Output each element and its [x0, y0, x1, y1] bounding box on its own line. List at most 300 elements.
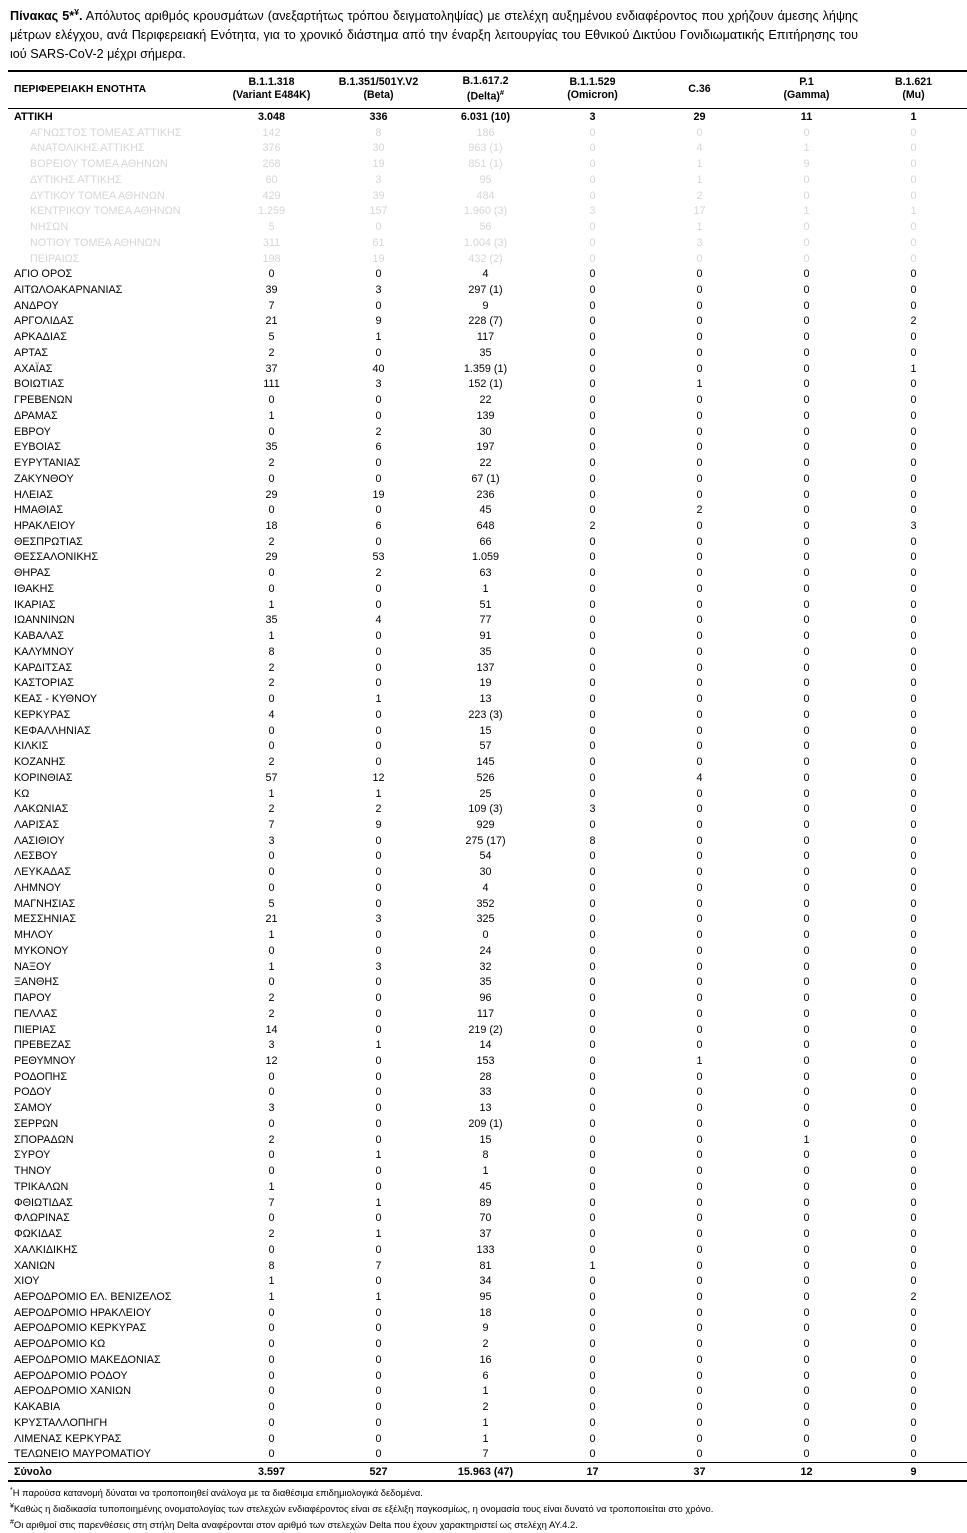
cell-mu: 0 — [910, 1448, 917, 1461]
row-region-label: ΕΥΡΥΤΑΝΙΑΣ — [14, 457, 81, 470]
row-region-label: ΚΑΡΔΙΤΣΑΣ — [14, 661, 73, 674]
row-region-label: ΑΓΝΩΣΤΟΣ ΤΟΜΕΑΣ ΑΤΤΙΚΗΣ — [30, 126, 182, 139]
cell-omicron: 0 — [589, 992, 596, 1005]
row-region-label: ΝΟΤΙΟΥ ΤΟΜΕΑ ΑΘΗΝΩΝ — [30, 236, 161, 249]
cell-gamma: 0 — [803, 1369, 810, 1382]
cell-omicron: 0 — [589, 724, 596, 737]
cell-gamma: 0 — [803, 315, 810, 328]
cell-mu: 0 — [910, 142, 917, 155]
cell-delta: 89 — [479, 1196, 492, 1209]
cell-gamma: 0 — [803, 1275, 810, 1288]
cell-beta: 30 — [372, 142, 385, 155]
cell-c36: 0 — [696, 1023, 703, 1036]
caption-lead: Πίνακας 5* — [10, 9, 75, 24]
row-region-label: ΖΑΚΥΝΘΟΥ — [14, 472, 74, 485]
cell-mu: 1 — [910, 110, 917, 123]
cell-mu: 0 — [910, 126, 917, 139]
footnote-marker: # — [10, 1519, 14, 1527]
table-row — [8, 613, 967, 629]
cell-omicron: 0 — [589, 236, 596, 249]
cell-beta: 0 — [375, 1070, 382, 1083]
cell-gamma: 0 — [803, 1401, 810, 1414]
cell-beta: 3 — [375, 284, 382, 296]
cell-omicron: 0 — [589, 394, 596, 407]
cell-delta: 54 — [479, 850, 492, 863]
cell-mu: 0 — [910, 158, 917, 171]
cell-b11318: 0 — [268, 1306, 275, 1319]
cell-beta: 0 — [375, 677, 382, 690]
cell-delta: 186 — [476, 126, 495, 139]
cell-b11318: 2 — [268, 457, 275, 470]
table-row — [8, 1101, 967, 1117]
cell-b11318: 2 — [268, 346, 275, 359]
cell-delta: 56 — [479, 221, 492, 234]
cell-beta: 4 — [375, 614, 382, 627]
cell-mu: 0 — [910, 771, 917, 784]
cell-c36: 0 — [696, 1086, 703, 1099]
cell-omicron: 0 — [589, 850, 596, 863]
table-row — [8, 691, 967, 707]
row-region-label: ΑΕΡΟΔΡΟΜΙΟ ΚΩ — [14, 1338, 106, 1351]
cell-gamma: 0 — [803, 504, 810, 517]
table-row — [8, 156, 967, 172]
cell-gamma: 0 — [803, 598, 810, 611]
column-header-omicron — [539, 71, 646, 109]
cell-beta: 6 — [375, 520, 382, 533]
cell-c36: 0 — [696, 488, 703, 501]
cell-mu: 0 — [910, 1228, 917, 1241]
cell-b11318: 2 — [268, 803, 275, 816]
cell-b11318: 35 — [265, 614, 278, 627]
cell-delta: 15 — [479, 724, 492, 737]
cell-b11318: 1 — [268, 929, 275, 942]
column-header-c36-line1: C.36 — [688, 82, 711, 95]
cell-omicron: 0 — [589, 1401, 596, 1414]
cell-beta: 39 — [372, 189, 385, 202]
cell-b11318: 0 — [268, 693, 275, 706]
cell-gamma: 0 — [803, 929, 810, 942]
cell-omicron: 0 — [589, 645, 596, 658]
table-row — [8, 1163, 967, 1179]
cell-gamma: 0 — [803, 834, 810, 847]
cell-b11318: 3 — [268, 1039, 275, 1052]
cell-gamma: 0 — [803, 284, 810, 296]
table-row — [8, 896, 967, 912]
cell-mu: 0 — [910, 1322, 917, 1335]
cell-beta: 157 — [369, 205, 388, 218]
cell-mu: 0 — [910, 1369, 917, 1382]
cell-c36: 29 — [693, 110, 706, 123]
cell-gamma: 0 — [803, 457, 810, 470]
cell-gamma: 0 — [803, 724, 810, 737]
cell-beta: 1 — [375, 1228, 382, 1241]
cell-c36: 0 — [696, 126, 703, 139]
cell-beta: 1 — [375, 1291, 382, 1303]
row-region-label: ΚΑΣΤΟΡΙΑΣ — [14, 677, 74, 690]
cell-c36: 2 — [696, 504, 703, 517]
cell-gamma: 0 — [803, 976, 810, 989]
row-region-label: ΑΤΤΙΚΗ — [14, 110, 53, 123]
cell-b11318: 1 — [268, 787, 275, 800]
cell-c36: 0 — [696, 1275, 703, 1288]
cell-beta: 0 — [375, 1086, 382, 1099]
table-row — [8, 1384, 967, 1400]
cell-gamma: 0 — [803, 1243, 810, 1256]
cell-mu: 0 — [910, 881, 917, 894]
table-row — [8, 330, 967, 346]
cell-beta: 1 — [375, 1039, 382, 1052]
row-region-label: ΜΥΚΟΝΟΥ — [14, 944, 69, 957]
cell-omicron: 0 — [589, 976, 596, 989]
cell-delta: 32 — [479, 960, 492, 973]
table-row — [8, 219, 967, 235]
table-header — [8, 71, 967, 109]
cell-omicron: 0 — [589, 693, 596, 706]
cell-b11318: 2 — [268, 677, 275, 690]
row-region-label: ΝΗΣΩΝ — [30, 221, 69, 234]
cell-delta: 1 — [482, 582, 489, 595]
cell-delta: 4 — [482, 881, 489, 894]
cell-mu: 0 — [910, 189, 917, 202]
cell-beta: 6 — [375, 441, 382, 454]
cell-delta: 35 — [479, 976, 492, 989]
row-region-label: ΔΡΑΜΑΣ — [14, 409, 58, 422]
cell-gamma: 0 — [803, 1228, 810, 1241]
cell-mu: 0 — [910, 268, 917, 281]
cell-delta: 45 — [479, 504, 492, 517]
cell-delta: 13 — [479, 693, 492, 706]
row-region-label: ΤΡΙΚΑΛΩΝ — [14, 1180, 69, 1193]
cell-delta: 96 — [479, 992, 492, 1005]
cell-gamma: 0 — [803, 1416, 810, 1429]
row-region-label: ΠΡΕΒΕΖΑΣ — [14, 1039, 72, 1052]
cell-c36: 0 — [696, 551, 703, 564]
row-region-label: ΜΗΛΟΥ — [14, 929, 54, 942]
cell-mu: 0 — [910, 425, 917, 438]
table-row — [8, 298, 967, 314]
cell-beta: 0 — [375, 756, 382, 769]
cell-mu: 0 — [910, 1212, 917, 1225]
cell-gamma: 0 — [803, 582, 810, 595]
cell-mu: 0 — [910, 1385, 917, 1398]
cell-mu: 0 — [910, 1259, 917, 1272]
cell-beta: 0 — [375, 1212, 382, 1225]
table-row — [8, 864, 967, 880]
cell-delta: 91 — [479, 630, 492, 643]
cell-b11318: 0 — [268, 1117, 275, 1130]
cell-beta: 0 — [375, 1369, 382, 1382]
table-row — [8, 141, 967, 157]
cell-c36: 1 — [696, 173, 703, 186]
cell-mu: 0 — [910, 1165, 917, 1178]
cell-gamma: 0 — [803, 221, 810, 234]
row-region-label: ΛΑΣΙΘΙΟΥ — [14, 834, 65, 847]
cell-omicron: 0 — [589, 582, 596, 595]
cell-omicron: 0 — [589, 1338, 596, 1351]
cell-beta: 0 — [375, 929, 382, 942]
cell-gamma: 0 — [803, 1102, 810, 1115]
cell-omicron: 0 — [589, 1353, 596, 1366]
cell-beta: 0 — [375, 708, 382, 721]
cell-c36: 0 — [696, 1070, 703, 1083]
table-row — [8, 1305, 967, 1321]
cell-gamma: 0 — [803, 1385, 810, 1398]
cell-beta: 0 — [375, 1117, 382, 1130]
cell-delta: 228 (7) — [468, 315, 503, 328]
table-row — [8, 597, 967, 613]
cell-omicron: 0 — [589, 1180, 596, 1193]
cell-mu: 0 — [910, 661, 917, 674]
cell-beta: 40 — [372, 362, 385, 375]
cell-beta: 0 — [375, 582, 382, 595]
row-region-label: ΔΥΤΙΚΟΥ ΤΟΜΕΑ ΑΘΗΝΩΝ — [30, 189, 165, 202]
row-region-label: ΚΩ — [14, 787, 30, 800]
table-row — [8, 1148, 967, 1164]
cell-gamma: 1 — [803, 142, 810, 155]
table-row — [8, 644, 967, 660]
cell-beta: 0 — [375, 1054, 382, 1067]
cell-omicron: 0 — [589, 142, 596, 155]
cell-b11318: 1 — [268, 1291, 275, 1303]
cell-c36: 0 — [696, 1448, 703, 1461]
table-row — [8, 534, 967, 550]
cell-beta: 53 — [372, 551, 385, 564]
cell-omicron: 0 — [589, 1133, 596, 1146]
row-region-label: ΘΕΣΣΑΛΟΝΙΚΗΣ — [14, 551, 99, 564]
cell-omicron: 0 — [589, 362, 596, 375]
cell-gamma: 0 — [803, 693, 810, 706]
cell-c36: 4 — [696, 771, 703, 784]
cell-delta: 34 — [479, 1275, 492, 1288]
cell-omicron: 0 — [589, 866, 596, 879]
cell-delta: 45 — [479, 1180, 492, 1193]
cell-omicron: 0 — [589, 158, 596, 171]
cell-gamma: 0 — [803, 1259, 810, 1272]
row-region-label: ΑΡΤΑΣ — [14, 346, 49, 359]
cell-delta: 95 — [479, 1291, 492, 1303]
column-header-mu-line1: B.1.621 — [894, 75, 933, 88]
cell-mu: 0 — [910, 535, 917, 548]
cell-omicron: 0 — [589, 960, 596, 973]
cell-delta: 297 (1) — [468, 284, 503, 296]
cell-delta: 18 — [479, 1306, 492, 1319]
cell-c36: 0 — [696, 472, 703, 485]
cell-delta: 2 — [482, 1401, 489, 1414]
table-row — [8, 377, 967, 393]
cell-beta: 0 — [375, 1133, 382, 1146]
cell-gamma: 0 — [803, 1023, 810, 1036]
row-region-label: ΙΩΑΝΝΙΝΩΝ — [14, 614, 75, 627]
cell-omicron: 0 — [589, 1086, 596, 1099]
row-region-label: ΑΝΔΡΟΥ — [14, 299, 59, 312]
cell-delta: 352 — [476, 897, 495, 910]
cell-mu: 0 — [910, 1416, 917, 1429]
column-header-gamma-line1: P.1 — [799, 75, 814, 88]
cell-omicron: 0 — [589, 1385, 596, 1398]
cell-b11318: 1 — [268, 1275, 275, 1288]
cell-mu: 0 — [910, 645, 917, 658]
cell-c36: 2 — [696, 189, 703, 202]
cell-beta: 0 — [375, 1353, 382, 1366]
cell-beta: 0 — [375, 457, 382, 470]
cell-gamma: 0 — [803, 520, 810, 533]
cell-c36: 0 — [696, 1102, 703, 1115]
cell-mu: 0 — [910, 582, 917, 595]
cell-c36: 0 — [696, 535, 703, 548]
cell-b11318: 7 — [268, 818, 275, 831]
cell-c36: 17 — [693, 205, 706, 218]
cell-mu: 0 — [910, 173, 917, 186]
column-header-beta-line2: (Beta) — [363, 89, 394, 102]
cell-mu: 0 — [910, 1039, 917, 1052]
cell-delta: 51 — [479, 598, 492, 611]
total-delta: 15.963 (47) — [457, 1465, 514, 1478]
cell-omicron: 0 — [589, 252, 596, 265]
cell-b11318: 7 — [268, 1196, 275, 1209]
cell-delta: 77 — [479, 614, 492, 627]
cell-beta: 0 — [375, 1102, 382, 1115]
cell-mu: 0 — [910, 1401, 917, 1414]
table-row — [8, 471, 967, 487]
table-row — [8, 990, 967, 1006]
cell-c36: 0 — [696, 409, 703, 422]
cell-omicron: 0 — [589, 1416, 596, 1429]
cell-omicron: 0 — [589, 189, 596, 202]
row-region-label: ΛΑΚΩΝΙΑΣ — [14, 803, 69, 816]
cell-mu: 0 — [910, 1243, 917, 1256]
cell-b11318: 198 — [262, 252, 281, 265]
total-omicron: 17 — [586, 1465, 599, 1478]
cell-b11318: 1.259 — [257, 205, 286, 218]
table-row — [8, 927, 967, 943]
cell-omicron: 0 — [589, 1306, 596, 1319]
cell-delta: 137 — [476, 661, 495, 674]
cell-beta: 3 — [375, 173, 382, 186]
cell-gamma: 0 — [803, 881, 810, 894]
cell-beta: 0 — [375, 1243, 382, 1256]
cell-delta: 1.359 (1) — [463, 362, 508, 375]
cell-beta: 12 — [372, 771, 385, 784]
cell-mu: 0 — [910, 630, 917, 643]
row-region-label: ΚΟΖΑΝΗΣ — [14, 756, 66, 769]
cell-gamma: 0 — [803, 944, 810, 957]
cell-beta: 0 — [375, 1338, 382, 1351]
table-row — [8, 361, 967, 377]
table-row — [8, 1085, 967, 1101]
row-region-label: ΑΕΡΟΔΡΟΜΙΟ ΚΕΡΚΥΡΑΣ — [14, 1322, 147, 1335]
cell-delta: 63 — [479, 567, 492, 580]
cell-mu: 0 — [910, 1432, 917, 1445]
cell-delta: 81 — [479, 1259, 492, 1272]
cell-delta: 67 (1) — [471, 472, 500, 485]
cell-b11318: 3 — [268, 1102, 275, 1115]
cell-c36: 0 — [696, 1228, 703, 1241]
cell-c36: 0 — [696, 803, 703, 816]
row-region-label: ΠΕΛΛΑΣ — [14, 1007, 58, 1020]
table-row — [8, 676, 967, 692]
cell-delta: 22 — [479, 394, 492, 407]
table-row — [8, 959, 967, 975]
cell-omicron: 3 — [589, 205, 596, 218]
column-header-c36 — [646, 71, 753, 109]
table-row — [8, 1352, 967, 1368]
cell-gamma: 0 — [803, 661, 810, 674]
cell-c36: 0 — [696, 1291, 703, 1303]
row-region-label: ΒΟΡΕΙΟΥ ΤΟΜΕΑ ΑΘΗΝΩΝ — [30, 158, 168, 171]
cell-c36: 0 — [696, 866, 703, 879]
cell-c36: 0 — [696, 346, 703, 359]
cell-omicron: 0 — [589, 630, 596, 643]
cell-omicron: 0 — [589, 1243, 596, 1256]
table-row — [8, 912, 967, 928]
table-row — [8, 1321, 967, 1337]
table-row — [8, 739, 967, 755]
cell-omicron: 0 — [589, 1070, 596, 1083]
cell-beta: 0 — [375, 1322, 382, 1335]
cell-gamma: 0 — [803, 236, 810, 249]
cell-gamma: 0 — [803, 472, 810, 485]
cell-c36: 0 — [696, 1338, 703, 1351]
cell-mu: 0 — [910, 740, 917, 753]
column-header-b11318 — [218, 71, 325, 109]
cell-c36: 4 — [696, 142, 703, 155]
cell-mu: 0 — [910, 284, 917, 296]
table-row — [8, 345, 967, 361]
cell-b11318: 12 — [265, 1054, 278, 1067]
cell-omicron: 0 — [589, 1432, 596, 1445]
cell-c36: 0 — [696, 693, 703, 706]
cell-delta: 152 (1) — [468, 378, 503, 391]
cell-gamma: 0 — [803, 1432, 810, 1445]
cell-omicron: 2 — [589, 520, 596, 533]
row-region-label: ΘΗΡΑΣ — [14, 567, 51, 580]
cell-c36: 0 — [696, 1180, 703, 1193]
cell-beta: 19 — [372, 158, 385, 171]
cell-omicron: 8 — [589, 834, 596, 847]
cell-b11318: 0 — [268, 1086, 275, 1099]
cell-omicron: 0 — [589, 567, 596, 580]
cell-delta: 70 — [479, 1212, 492, 1225]
row-region-label: ΕΒΡΟΥ — [14, 425, 51, 438]
cell-omicron: 0 — [589, 614, 596, 627]
cell-beta: 0 — [375, 1165, 382, 1178]
row-region-label: ΒΟΙΩΤΙΑΣ — [14, 378, 65, 391]
column-header-delta — [432, 71, 539, 109]
cell-beta: 0 — [375, 1007, 382, 1020]
cell-delta: 6 — [482, 1369, 489, 1382]
cell-c36: 0 — [696, 1416, 703, 1429]
cell-beta: 0 — [375, 1385, 382, 1398]
cell-omicron: 0 — [589, 378, 596, 391]
cell-delta: 95 — [479, 173, 492, 186]
caption-text: Απόλυτος αριθμός κρουσμάτων (ανεξαρτήτως τρόπου δειγματοληψίας) με στελέχη αυξημένου ενδιαφέροντος που χρήζουν άμεσης λήψης μέτρων ελέγχου, ανά Περιφερειακή Ενότητα, για το χρονικό διάστημα από την έναρξη λειτουργίας του Εθνικού Δικτύου Γονιδιωματικής Επιτήρησης του ιού SARS-CoV-2 μέχρι σήμερα. — [10, 9, 858, 62]
cell-b11318: 0 — [268, 567, 275, 580]
cell-omicron: 0 — [589, 1007, 596, 1020]
cell-delta: 275 (17) — [465, 834, 506, 847]
cell-b11318: 0 — [268, 1338, 275, 1351]
cell-mu: 0 — [910, 551, 917, 564]
cell-delta: 19 — [479, 677, 492, 690]
cell-mu: 0 — [910, 394, 917, 407]
cell-mu: 0 — [910, 331, 917, 344]
cell-delta: 6.031 (10) — [460, 110, 511, 123]
cell-beta: 0 — [375, 535, 382, 548]
row-region-label: ΑΙΤΩΛΟΑΚΑΡΝΑΝΙΑΣ — [14, 284, 123, 296]
table-row — [8, 1132, 967, 1148]
cell-mu: 0 — [910, 221, 917, 234]
cell-delta: 57 — [479, 740, 492, 753]
row-region-label: ΛΑΡΙΣΑΣ — [14, 818, 60, 831]
